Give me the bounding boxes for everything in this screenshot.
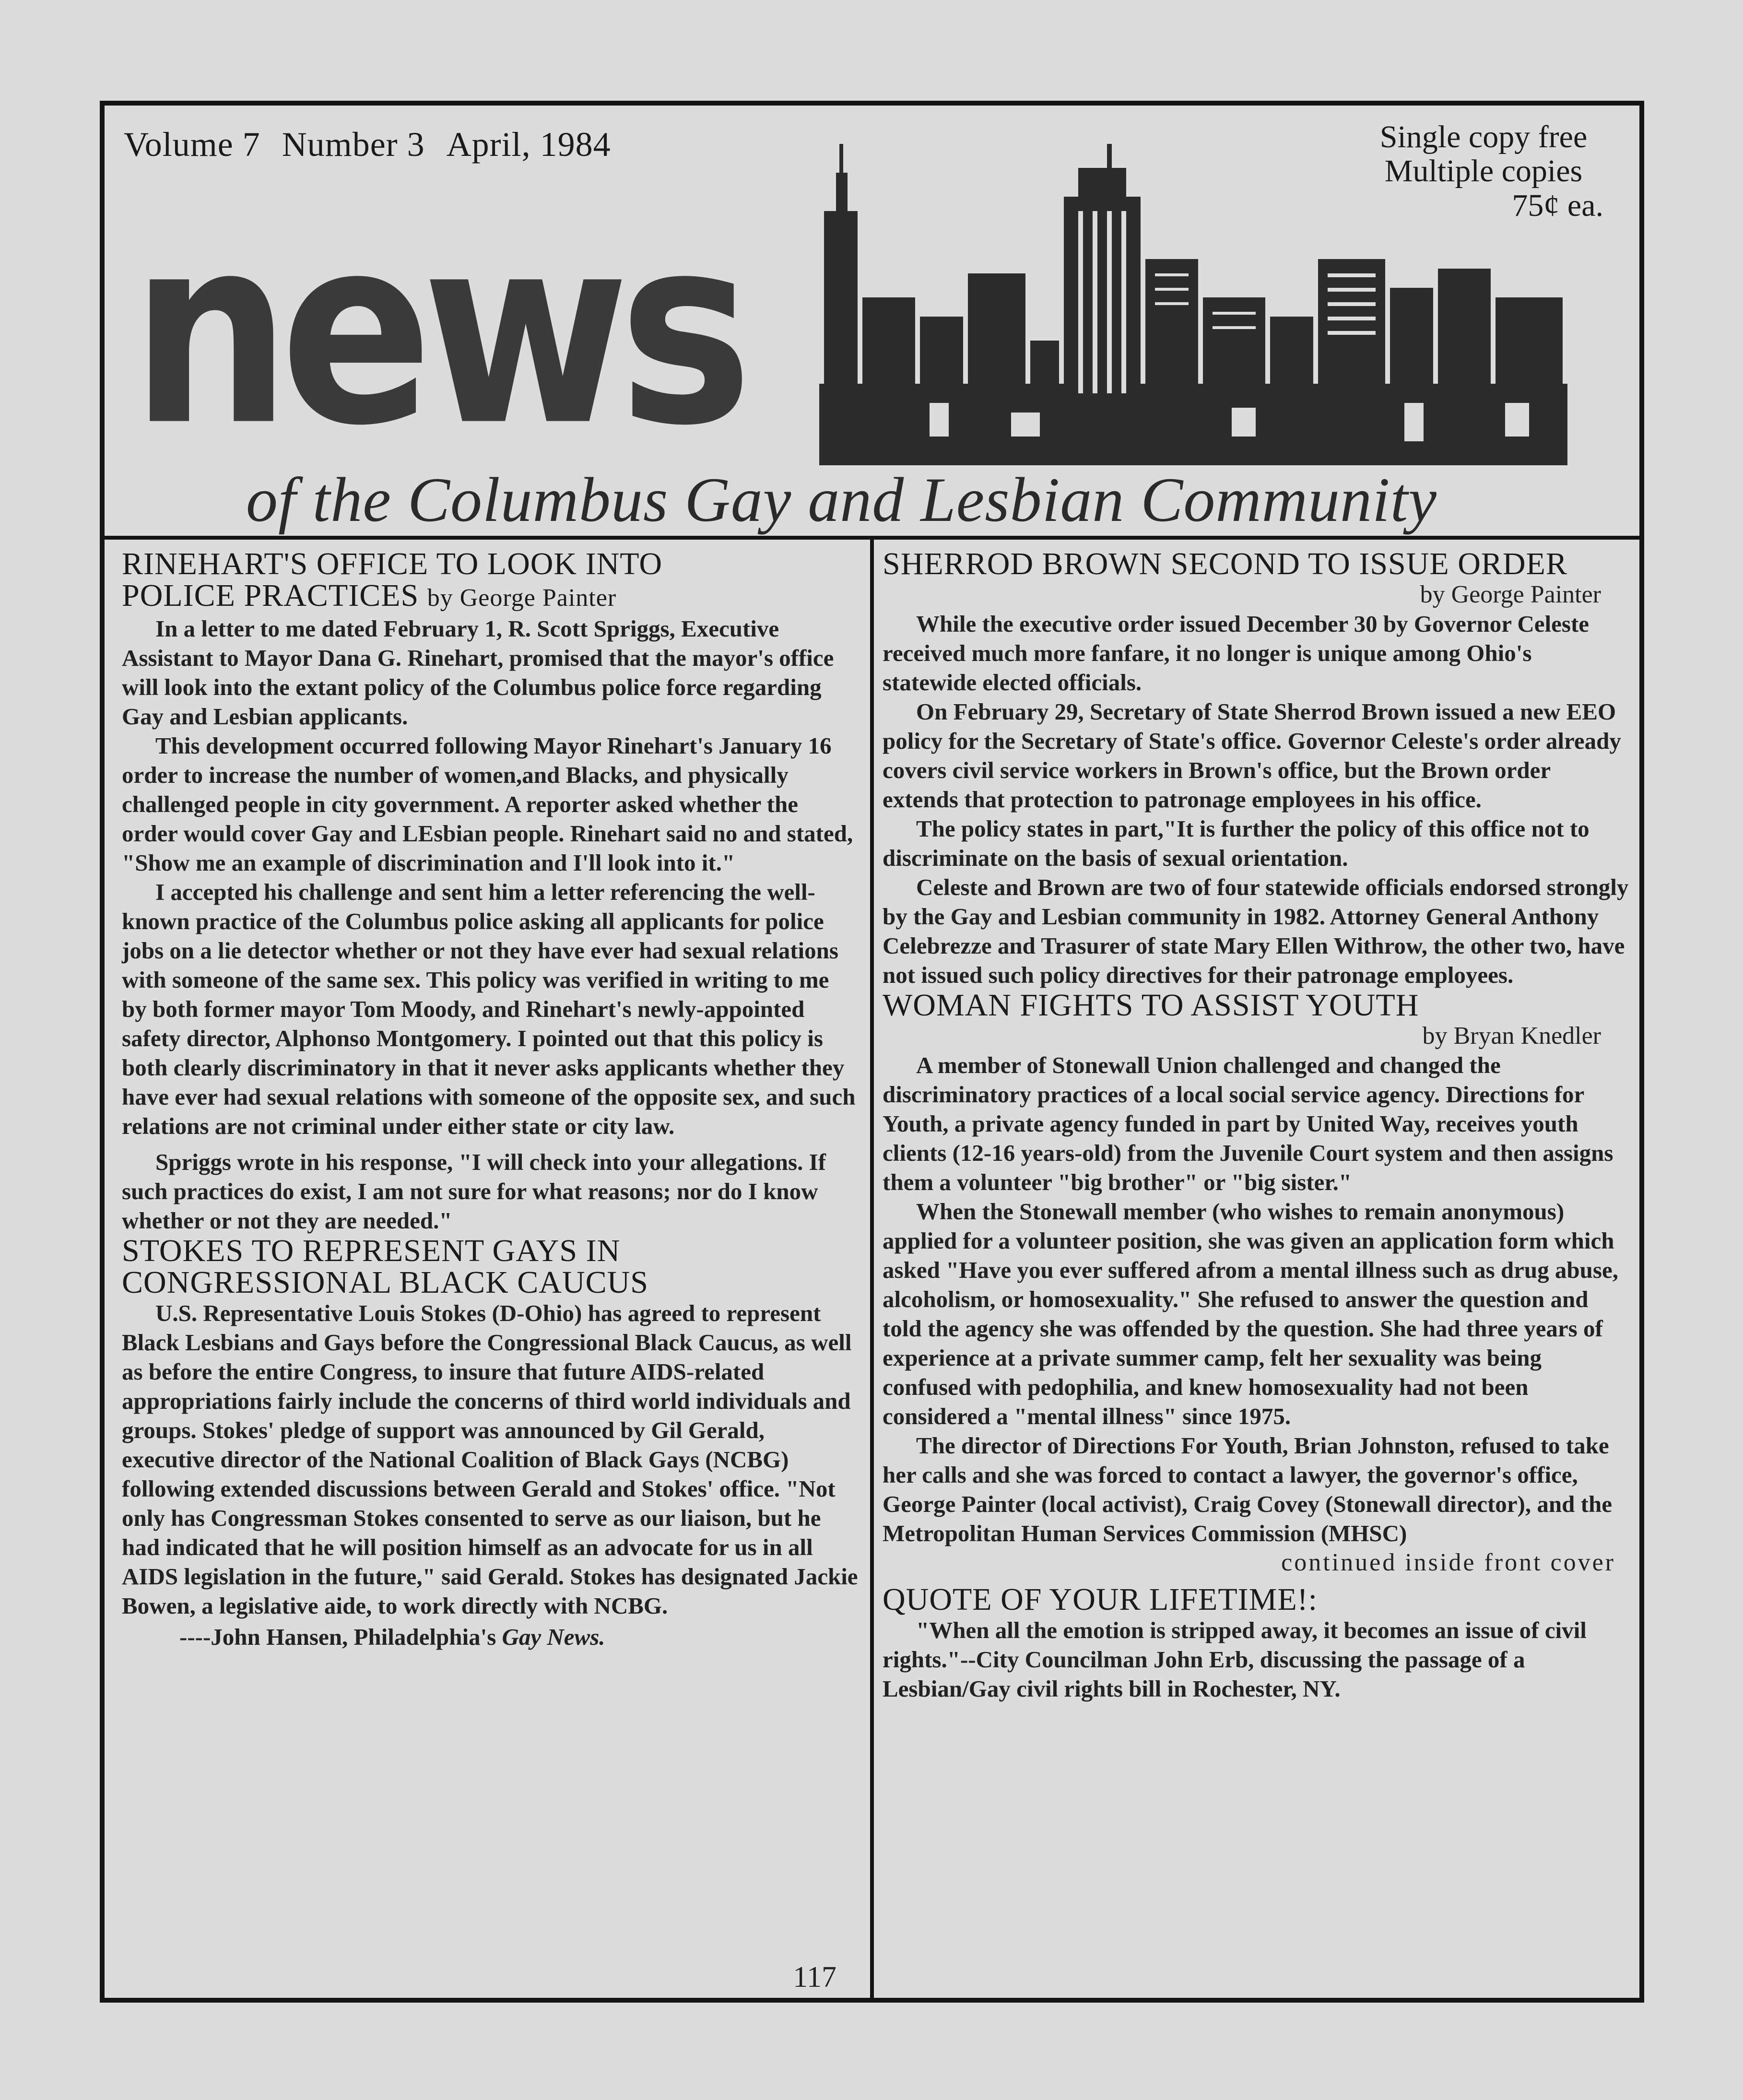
paragraph: While the executive order issued December 30 by Governor Celeste received much more fanfare, it no longer is unique among Ohio's statewide elected officials. [883, 611, 1590, 696]
continued-note: continued inside front cover [1281, 1549, 1615, 1576]
headline-quote: QUOTE OF YOUR LIFETIME!: [883, 1582, 1318, 1617]
price-each: 75¢ ea. [1512, 188, 1603, 223]
paragraph: The policy states in part,"It is further the policy of this office not to discriminate on the basis of sexual orientation. [883, 815, 1590, 871]
volume: Volume 7 [124, 125, 260, 164]
paragraph: I accepted his challenge and sent him a letter referencing the well-known practice of the Columbus police asking all applicants for police jobs on a lie detector whether or not they have ever had sexual relations with someone of the same sex. This policy was verified in writing to me by both former mayor Tom Moody, and Rinehart's newly-appointed safety director, Alphonso Montgomery. I pointed out that this policy is both clearly discriminatory in that it never asks applicants whether they have ever had sexual relations with someone of the opposite sex, and such relations are not criminal under either state or city law. [122, 879, 856, 1139]
headline-woman-fights: WOMAN FIGHTS TO ASSIST YOUTH [883, 988, 1419, 1023]
paragraph: In a letter to me dated February 1, R. Scott Spriggs, Executive Assistant to Mayor Dana G. Rinehart, promised that the mayor's office will look into the extant policy of the Columbus police force regarding Gay and Lesbian applicants. [122, 615, 834, 730]
article-stokes [122, 1235, 860, 1652]
left-column [105, 540, 874, 1998]
right-column [874, 540, 1639, 1998]
paragraph: This development occurred following Mayor Rinehart's January 16 order to increase the number of women,and Blacks, and physically challenged people in city government. A reporter asked whether the order would cover Gay and LEsbian people. Rinehart said no and stated, "Show me an example of discrimination and I'll look into it." [122, 732, 853, 876]
paragraph: U.S. Representative Louis Stokes (D-Ohio) has agreed to represent Black Lesbians and Gays before the Congressional Black Caucus, as well as before the entire Congress, to insure that future AIDS-related appropriations fairly include the concerns of third world individuals and groups. Stokes' pledge of support was announced by Gil Gerald, executive director of the National Coalition of Black Gays (NCBG) following extended discussions between Gerald and Stokes' office. "Not only has Congressman Stokes consented to serve as our liaison, but he had indicated that he will position himself as an advocate for us in all AIDS legislation in the future," said Gerald. Stokes has designated Jackie Bowen, a legislative aide, to work directly with NCBG. [122, 1300, 858, 1619]
article-quote [883, 1584, 1630, 1703]
newsletter-page [100, 101, 1644, 2003]
article-rinehart [122, 548, 860, 1235]
price-single: Single copy free [1379, 119, 1588, 154]
price-notice [1349, 120, 1618, 223]
paragraph: When the Stonewall member (who wishes to remain anonymous) applied for a volunteer position, she was given an application form which asked "Have you ever suffered afrom a mental illness such as drug abuse, alcoholism, or homosexuality." She refused to answer the question and told the agency she was offended by the question. She had three years of experience at a private summer camp, felt her sexuality was being confused with pedophilia, and knew homosexuality had not been considered a "mental illness" since 1975. [883, 1198, 1619, 1429]
paragraph: A member of Stonewall Union challenged and changed the discriminatory practices of a local social service agency. Directions for Youth, a private agency funded in part by United Way, receives youth clients (12-16 years-old) from the Juvenile Court system and then assigns them a volunteer "big brother" or "big sister." [883, 1052, 1613, 1195]
paragraph: "When all the emotion is stripped away, it becomes an issue of civil rights."--City Councilman John Erb, discussing the passage of a Lesbian/Gay civil rights bill in Rochester, NY. [883, 1617, 1587, 1702]
price-multiple: Multiple copies [1384, 153, 1583, 189]
issue-date: April, 1984 [446, 125, 611, 164]
paragraph: The director of Directions For Youth, Brian Johnston, refused to take her calls and she was forced to contact a lawyer, the governor's office, George Painter (local activist), Craig Covey (Stonewall director), and the Metropolitan Human Services Commission (MHSC) [883, 1432, 1612, 1546]
paragraph: On February 29, Secretary of State Sherrod Brown issued a new EEO policy for the Secretary of State's office. Governor Celeste's order already covers civil service workers in Brown's office, but the Brown order extends that protection to patronage employees in his office. [883, 698, 1621, 813]
headline-sherrod-brown: SHERROD BROWN SECOND TO ISSUE ORDER [883, 546, 1567, 581]
headline-rinehart-line1: RINEHART'S OFFICE TO LOOK INTO [122, 546, 662, 581]
headline-stokes-line2: CONGRESSIONAL BLACK CAUCUS [122, 1265, 649, 1300]
masthead-subtitle: of the Columbus Gay and Lesbian Community [246, 464, 1437, 535]
byline: by George Painter [1420, 581, 1601, 608]
paragraph: Spriggs wrote in his response, "I will check into your allegations. If such practices do exist, I am not sure for what reasons; nor do I know whether or not they are needed." [122, 1149, 826, 1234]
article-woman-fights [883, 990, 1630, 1577]
headline-rinehart-line2 [122, 580, 860, 614]
masthead [105, 106, 1639, 540]
byline: by George Painter [427, 584, 617, 612]
headline-rinehart-text: POLICE PRACTICES [122, 578, 419, 613]
page-number: 117 [793, 1961, 836, 1994]
byline: by Bryan Knedler [1422, 1022, 1601, 1050]
signoff-publication: Gay News. [502, 1624, 605, 1650]
headline-stokes-line1: STOKES TO REPRESENT GAYS IN [122, 1233, 621, 1268]
paragraph: Celeste and Brown are two of four statewide officials endorsed strongly by the Gay and Lesbian community in 1982. Attorney General Anthony Celebrezze and Trasurer of state Mary Ellen Withrow, the other two, have not issued such policy directives for their patronage employees. [883, 874, 1629, 988]
issue-number: Number 3 [282, 125, 425, 164]
signoff-author: ----John Hansen, Philadelphia's [179, 1624, 496, 1650]
news-wordmark: news [131, 180, 742, 483]
issue-line [124, 125, 633, 165]
article-sherrod-brown [883, 548, 1630, 990]
article-signoff [122, 1622, 860, 1652]
